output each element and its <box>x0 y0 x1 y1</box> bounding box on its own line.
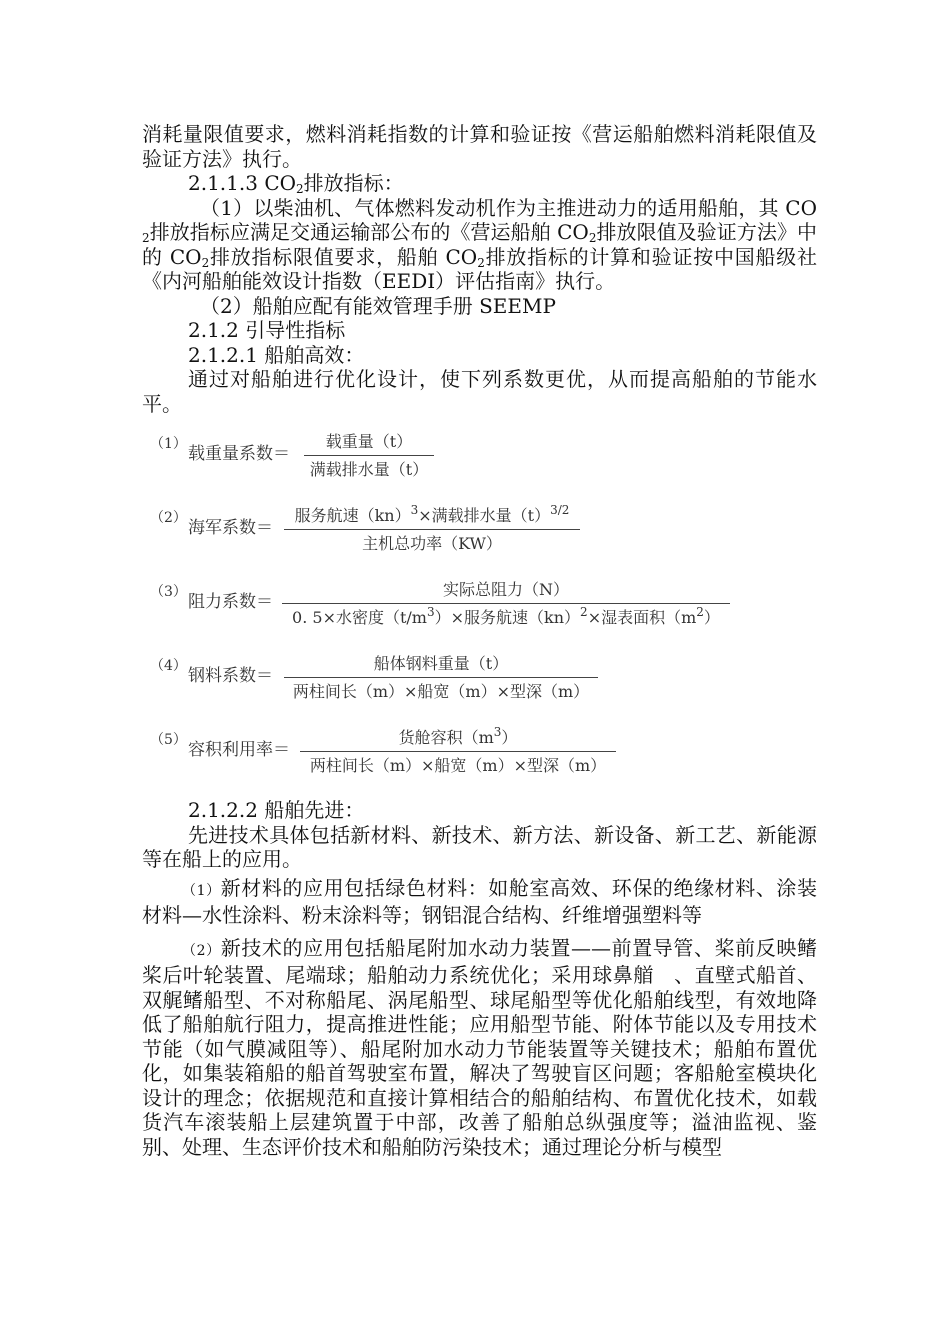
fraction-bar <box>282 603 730 604</box>
formula-denominator: 两柱间长（m）×船宽（m）×型深（m） <box>292 682 590 701</box>
intro-paragraph: 消耗量限值要求，燃料消耗指数的计算和验证按《营运船舶燃料消耗限值及验证方法》执行。 <box>142 122 817 171</box>
section-heading-2122: 2.1.2.2 船舶先进： <box>188 798 365 822</box>
formula-denominator: 两柱间长（m）×船宽（m）×型深（m） <box>309 756 607 775</box>
formula-number: （3） <box>150 584 187 600</box>
formula-resistance-coefficient <box>142 580 817 654</box>
formula-number: （1） <box>150 436 187 452</box>
formula-fraction <box>282 580 730 628</box>
formula-number: （5） <box>150 732 187 748</box>
formula-denominator: 主机总功率（KW） <box>362 534 502 553</box>
co2-item-2: （2）船舶应配有能效管理手册 SEEMP <box>200 293 556 318</box>
formula-numerator: 船体钢料重量（t） <box>373 654 509 673</box>
section-heading-2121: 2.1.2.1 船舶高效： <box>188 342 365 367</box>
section-heading-2113: 2.1.1.3 $CO_2$排放指标： <box>188 171 404 196</box>
fraction-bar <box>300 751 616 752</box>
advanced-tech-paragraph: 先进技术具体包括新材料、新技术、新方法、新设备、新工艺、新能源等在船上的应用。 <box>142 822 817 871</box>
formula-denominator: 0. 5×水密度$(t/m^3)\times$服务航速（kn）$^2$×湿表面积$(m^2)$ <box>292 605 720 627</box>
formula-number: （2） <box>150 510 187 526</box>
formula-name: 阻力系数＝ <box>188 592 273 612</box>
formula-admiralty-coefficient <box>142 503 817 580</box>
section-heading-212: 2.1.2 引导性指标 <box>188 318 346 342</box>
formula-number: （4） <box>150 658 187 674</box>
formula-deadweight-coefficient <box>142 432 817 506</box>
formula-fraction <box>304 432 434 480</box>
formula-volume-utilization <box>142 725 817 802</box>
new-technology-item: （2）新技术的应用包括船尾附加水动力装置——前置导管、桨前反映鳍桨后叶轮装置、尾端球；船舶动力系统优化；采用球鼻艏 、直壁式船首、双艉鳍船型、不对称船尾、涡尾船型、球尾船型等优化船舶线型，有效地降低了船舶航行阻力，提高推进性能；应用船型节能、附体节能以及专用技术节能（如气膜减阻等）、船尾附加水动力节能装置等关键技术；船舶布置优化，如集装箱船的船首驾驶室布置，解决了驾驶盲区问题；客船舱室模块化设计的理念；依据规范和直接计算相结合的船舶结构、布置优化技术，如载货汽车滚装船上层建筑置于中部，改善了船舶总纵强度等；溢油监视、鉴别、处理、生态评价技术和船舶防污染技术；通过理论分析与模型 <box>142 935 817 1159</box>
formula-fraction <box>284 654 598 702</box>
formula-numerator: 实际总阻力（N） <box>442 580 569 599</box>
formula-numerator: 货舱容积$(m^3)$ <box>398 725 518 747</box>
co2-item-1: （1）以柴油机、气体燃料发动机作为主推进动力的适用船舶，其 $CO_2$排放指标应满足交通运输部公布的《营运船舶 $CO_2$排放限值及验证方法》中的 $CO_2$排放指标限值要求，船舶 $CO_2$排放指标的计算和验证按中国船级社《内河船舶能效设计指数（EEDI）评估指南》执行。 <box>142 195 818 293</box>
formula-name: 海军系数＝ <box>188 518 273 538</box>
efficiency-paragraph: 通过对船舶进行优化设计，使下列系数更优，从而提高船舶的节能水平。 <box>142 367 817 416</box>
fraction-bar <box>284 529 580 530</box>
formula-name: 钢料系数＝ <box>188 666 273 686</box>
formula-numerator: 服务航速（kn）$^3$×满载排水量$(t)^{3/2}$ <box>294 503 570 525</box>
formula-name: 容积利用率＝ <box>188 740 290 760</box>
formula-name: 载重量系数＝ <box>188 444 290 464</box>
formula-denominator: 满载排水量（t） <box>309 460 429 479</box>
formula-fraction <box>284 503 580 554</box>
fraction-bar <box>304 455 434 456</box>
formula-numerator: 载重量（t） <box>325 432 413 451</box>
fraction-bar <box>284 677 598 678</box>
new-material-item: （1）新材料的应用包括绿色材料：如舱室高效、环保的绝缘材料、涂装材料—水性涂料、粉末涂料等；钢铝混合结构、纤维增强塑料等 <box>142 875 818 927</box>
formula-steel-coefficient <box>142 654 817 728</box>
formula-fraction <box>300 725 616 776</box>
document-body <box>142 122 817 1159</box>
